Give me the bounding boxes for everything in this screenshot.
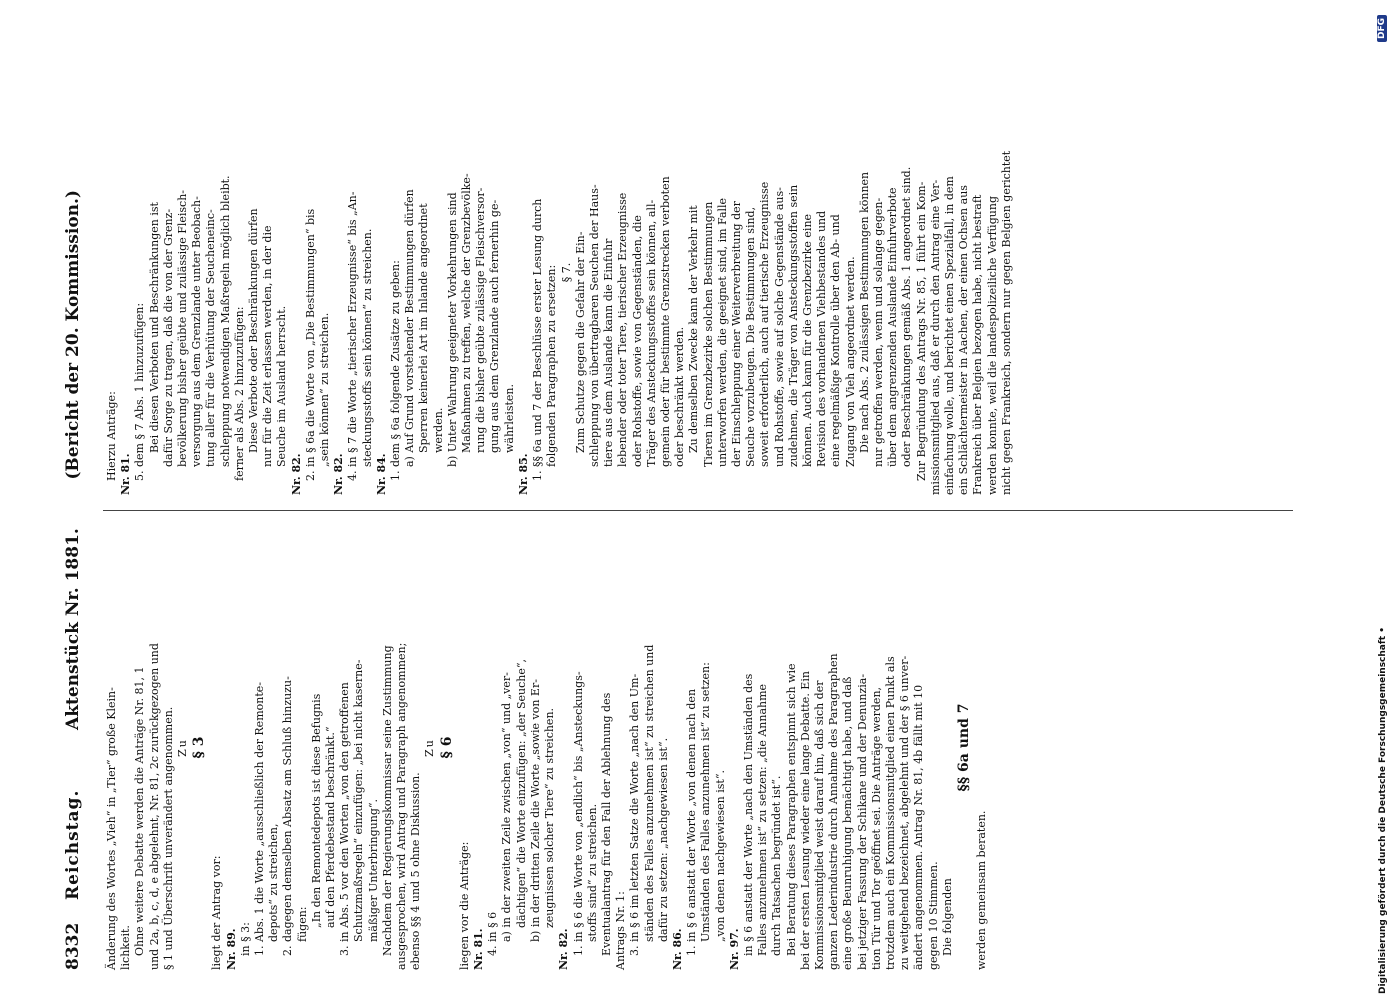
antrag-number: Nr. 82. xyxy=(557,928,571,970)
text-line: in § 3: xyxy=(238,922,252,956)
text-line: tiere aus dem Auslande kann die Einfuhr xyxy=(602,238,616,467)
text-line: können. Auch kann für die Grenzbezirke eine xyxy=(800,213,814,467)
text-line: Kommissionsmitglied weist darauf hin, daß sich der xyxy=(812,680,826,970)
text-line: nur getroffen werden, wenn und solange gegen- xyxy=(871,197,885,467)
text-line: 4. in § 6 xyxy=(486,911,500,956)
document-page xyxy=(55,30,1305,970)
text-line: schleppung von übertragbaren Seuchen der Haus- xyxy=(587,184,601,467)
text-line: Sperren keinerlei Art im Inlande angeordnet xyxy=(417,203,431,453)
text-line: folgenden Paragraphen zu ersetzen: xyxy=(545,264,559,467)
right-column xyxy=(105,50,1285,495)
page-header xyxy=(55,30,105,970)
dfg-credit-text: Digitalisierung gefördert durch die Deutsche Forschungsgemeinschaft • xyxy=(1378,627,1388,994)
text-line: ständen des Falles anzunehmen ist“ zu streichen und xyxy=(642,644,656,942)
text-line: a) in der zweiten Zeile zwischen „von“ und „ver- xyxy=(500,672,514,942)
antrag-number: Nr. 82. xyxy=(332,453,346,495)
text-line: ändert angenommen. Antrag Nr. 81, 4b fällt mit 10 xyxy=(912,684,926,970)
text-line: ferner als Abs. 2 hinzuzufügen: xyxy=(232,306,246,481)
text-line: einfachung wolle, und berichtet einen Spezialfall, in dem xyxy=(942,176,956,495)
left-column xyxy=(105,525,1285,970)
document-number: Aktenstück Nr. 1881. xyxy=(63,528,83,730)
text-line: a) Auf Grund vorstehender Bestimmungen dürfen xyxy=(403,189,417,467)
text-line: oder Rohstoffe, sowie von Gegenständen, die xyxy=(630,215,644,467)
text-line: 2. dagegen demselben Absatz am Schluß hinzuzu- xyxy=(281,676,295,956)
text-line: § 1 und Überschrift unverändert angenommen. xyxy=(161,706,175,970)
text-line: bei jetziger Fassung der Schikane und der Denunzia- xyxy=(855,673,869,970)
text-line: unterworfen werden, die geeignet sind, im Falle xyxy=(715,197,729,467)
text-line: zeugnissen solcher Tiere“ zu streichen. xyxy=(543,707,557,928)
text-line: Frankreich über Belgien bezogen habe, nicht bestraft xyxy=(971,194,985,495)
text-line: werden konnte, weil die landespolizeiliche Verfügung xyxy=(985,196,999,495)
text-line: Die nach Abs. 2 zulässigen Bestimmungen können xyxy=(857,171,871,453)
text-line: auf den Pferdebestand beschränkt.“ xyxy=(324,726,338,928)
text-line: schleppung notwendigen Maßregeln möglich bleibt. xyxy=(218,175,232,467)
text-line: Eventualantrag für den Fall der Ablehnung des xyxy=(599,692,613,956)
text-line: Zugang von Vieh angeordnet werden. xyxy=(843,256,857,467)
text-line: Bei diesen Verboten und Beschränkungen ist xyxy=(147,202,161,453)
section-heading: § 6 xyxy=(438,736,455,759)
text-line: Zur Begründung des Antrags Nr. 85, 1 führt ein Kom- xyxy=(914,181,928,481)
text-line: Ohne weitere Debatte werden die Anträge Nr. 81, 1 xyxy=(133,666,147,956)
column-divider xyxy=(103,510,1293,511)
antrag-number: Nr. 85. xyxy=(516,453,530,495)
text-line: oder Beschränkungen gemäß Abs. 1 angeordnet sind. xyxy=(900,166,914,467)
text-line: werden gemeinsam beraten. xyxy=(975,810,989,970)
text-line: missionsmitglied aus, daß er durch den Antrag eine Ver- xyxy=(928,179,942,495)
text-line: 1. §§ 6a und 7 der Beschlüsse erster Lesung durch xyxy=(531,198,545,481)
page-number: 8332 xyxy=(63,922,83,970)
digitization-credit-strip xyxy=(1376,0,1392,1000)
text-line: ein Schlächtermeister in Aachen, der einen Ochsen aus xyxy=(957,185,971,495)
text-line: zudehnen, die Träger von Ansteckungsstoffen sein xyxy=(786,184,800,467)
text-line: gemein oder für bestimmte Grenzstrecken verboten xyxy=(658,176,672,467)
text-line: depots“ zu streichen, xyxy=(267,823,281,942)
antrag-number: Nr. 84. xyxy=(374,453,388,495)
antrag-number: Nr. 81. xyxy=(119,453,133,495)
text-line: liegen vor die Anträge: xyxy=(457,841,471,970)
text-line: über dem angrenzenden Auslande Einfuhrverbote xyxy=(886,187,900,467)
text-line: 3. in Abs. 5 vor den Worten „von den getroffenen xyxy=(338,682,352,956)
text-line: in § 6 anstatt der Worte „nach den Umständen des xyxy=(741,673,755,956)
text-line: Maßnahmen zu treffen, welche der Grenzbevölke- xyxy=(460,173,474,453)
text-line: dafür Sorge zu tragen, daß die von der Grenz- xyxy=(161,208,175,467)
text-line: der Einschleppung einer Weiterverbreitung der xyxy=(729,201,743,467)
text-line: Schutzmaßregeln“ einzufügen: „bei nicht kaserne- xyxy=(352,659,366,942)
text-line: Zum Schutze gegen die Gefahr der Ein- xyxy=(573,231,587,453)
text-line: bevölkerung bisher geübte und zulässige Fleisch- xyxy=(176,189,190,467)
text-line: eine große Beunruhigung bemächtigt habe, und daß xyxy=(841,676,855,970)
text-line: 1. dem § 6a folgende Zusätze zu geben: xyxy=(389,260,403,481)
text-line: werden. xyxy=(431,407,445,453)
text-line: versorgung aus dem Grenzlande unter Beobach- xyxy=(190,196,204,467)
text-line: und 2a, b, c, d, e abgelehnt, Nr. 81, 2c zurückgezogen und xyxy=(147,643,161,970)
section-zu: Zu xyxy=(176,738,190,757)
text-line: rung die bisher geübte zulässige Fleischversor- xyxy=(474,187,488,453)
section-heading: § 3 xyxy=(191,736,208,759)
text-line: soweit erforderlich, auch auf tierische Erzeugnisse xyxy=(758,181,772,467)
text-line: tion Tür und Tor geöffnet sei. Die Anträge werden, xyxy=(869,686,883,970)
text-line: währleisten. xyxy=(502,383,516,453)
text-line: Bei Beratung dieses Paragraphen entspinnt sich wie xyxy=(784,663,798,956)
running-title: Reichstag. xyxy=(63,789,83,900)
text-line: lichkeit. xyxy=(119,925,133,970)
text-line: Hierzu Anträge: xyxy=(105,391,118,481)
antrag-number: Nr. 81. xyxy=(472,928,486,970)
text-line: Antrags Nr. 1: xyxy=(614,891,628,970)
text-line: liegt der Antrag vor: xyxy=(210,855,224,970)
text-line: 1. in § 6 die Worte von „endlich“ bis „Ansteckungs- xyxy=(571,671,585,956)
antrag-number: Nr. 97. xyxy=(727,928,741,970)
text-line: ebenso §§ 4 und 5 ohne Diskussion. xyxy=(409,772,423,970)
text-line: Revision des vorhandenen Viehbestandes und xyxy=(815,210,829,467)
text-line: stoffs sind“ zu streichen. xyxy=(585,803,599,942)
text-line: Seuche im Ausland herrscht. xyxy=(275,305,289,467)
text-line: 4. in § 7 die Worte „tierischer Erzeugnisse“ bis „An- xyxy=(346,191,360,481)
text-line: Zu demselben Zwecke kann der Verkehr mit xyxy=(687,205,701,453)
text-line: dafür zu setzen: „nachgewiesen ist“. xyxy=(656,737,670,942)
text-line: ganzen Lederindustrie durch Annahme des Paragraphen xyxy=(827,653,841,970)
text-line: 1. in § 6 anstatt der Worte „von denen nach den xyxy=(685,688,699,956)
text-line: b) in der dritten Zeile die Worte „sowie von Er- xyxy=(528,679,542,942)
text-line: Diese Verbote oder Beschränkungen dürfen xyxy=(247,208,261,453)
antrag-number: Nr. 89. xyxy=(224,928,238,970)
text-line: steckungsstoffs sein können“ zu streichen. xyxy=(360,228,374,467)
text-line: tung aller für die Verhütung der Seucheneinc- xyxy=(204,209,218,467)
section-heading: §§ 6a und 7 xyxy=(955,703,972,792)
text-line: bei der ersten Lesung wieder eine lange Debatte. Ein xyxy=(798,671,812,970)
text-line: gegen 10 Stimmen. xyxy=(926,861,940,970)
text-line: lebender oder toter Tiere, tierischer Erzeugnisse xyxy=(616,192,630,467)
text-line: 3. in § 6 im letzten Satze die Worte „nach den Um- xyxy=(628,673,642,956)
text-line: „In den Remontedepots ist diese Befugnis xyxy=(309,693,323,928)
antrag-number: Nr. 86. xyxy=(670,928,684,970)
text-line: b) Unter Wahrung geeigneter Vorkehrungen sind xyxy=(445,192,459,467)
text-line: Nachdem der Regierungskommissar seine Zustimmung xyxy=(380,645,394,956)
paragraph-heading: § 7. xyxy=(559,262,573,283)
text-line: gung aus dem Grenzlande auch fernerhin ge- xyxy=(488,199,502,453)
text-line: fügen: xyxy=(295,906,309,942)
text-line: durch Tatsachen begründet ist“. xyxy=(770,775,784,956)
text-line: zu weitgehend bezeichnet, abgelehnt und der § 6 unver- xyxy=(898,655,912,970)
text-line: nicht gegen Frankreich, sondern nur gegen Belgien gerichtet xyxy=(999,150,1013,495)
text-line: Tieren im Grenzbezirke solchen Bestimmungen xyxy=(701,201,715,467)
text-line: ausgesprochen, wird Antrag und Paragraph angenommen; xyxy=(395,642,409,970)
text-line: Die folgenden xyxy=(940,878,954,956)
text-line: „von denen nachgewiesen ist“. xyxy=(713,770,727,942)
text-line: 1. Abs. 1 die Worte „ausschließlich der Remonte- xyxy=(253,682,267,956)
report-title: (Bericht der 20. Kommission.) xyxy=(63,190,83,480)
dfg-logo: DFG xyxy=(1377,15,1387,42)
section-zu: Zu xyxy=(423,738,437,757)
text-line: Seuche vorzubeugen. Die Bestimmungen sind, xyxy=(744,206,758,467)
text-line: und Rohstoffe, sowie auf solche Gegenstände aus- xyxy=(772,187,786,467)
text-line: „sein können“ zu streichen. xyxy=(318,312,332,467)
text-line: Falles anzunehmen ist“ zu setzen: „die Annahme xyxy=(756,683,770,956)
text-line: trotzdem auch ein Kommissionsmitglied einen Punkt als xyxy=(883,656,897,970)
text-line: eine regelmäßige Kontrolle über den Ab- und xyxy=(829,214,843,467)
text-line: oder beschränkt werden. xyxy=(673,326,687,467)
text-line: dächtigen“ die Worte einzufügen: „der Seuche“, xyxy=(514,659,528,928)
text-line: mäßiger Unterbringung“. xyxy=(366,799,380,942)
text-line: Umständen des Falles anzunehmen ist“ zu setzen: xyxy=(699,662,713,942)
text-line: 2. in § 6a die Worte von „Die Bestimmungen“ bis xyxy=(303,208,317,481)
text-line: Träger des Ansteckungsstoffes sein können, all- xyxy=(644,199,658,467)
text-line: nur für die Zeit erlassen werden, in der die xyxy=(261,225,275,467)
antrag-number: Nr. 82. xyxy=(289,453,303,495)
text-line: 5. dem § 7 Abs. 1 hinzuzufügen: xyxy=(133,302,147,481)
text-line: Änderung des Wortes „Vieh“ in „Tier“ große Klein- xyxy=(105,687,118,970)
